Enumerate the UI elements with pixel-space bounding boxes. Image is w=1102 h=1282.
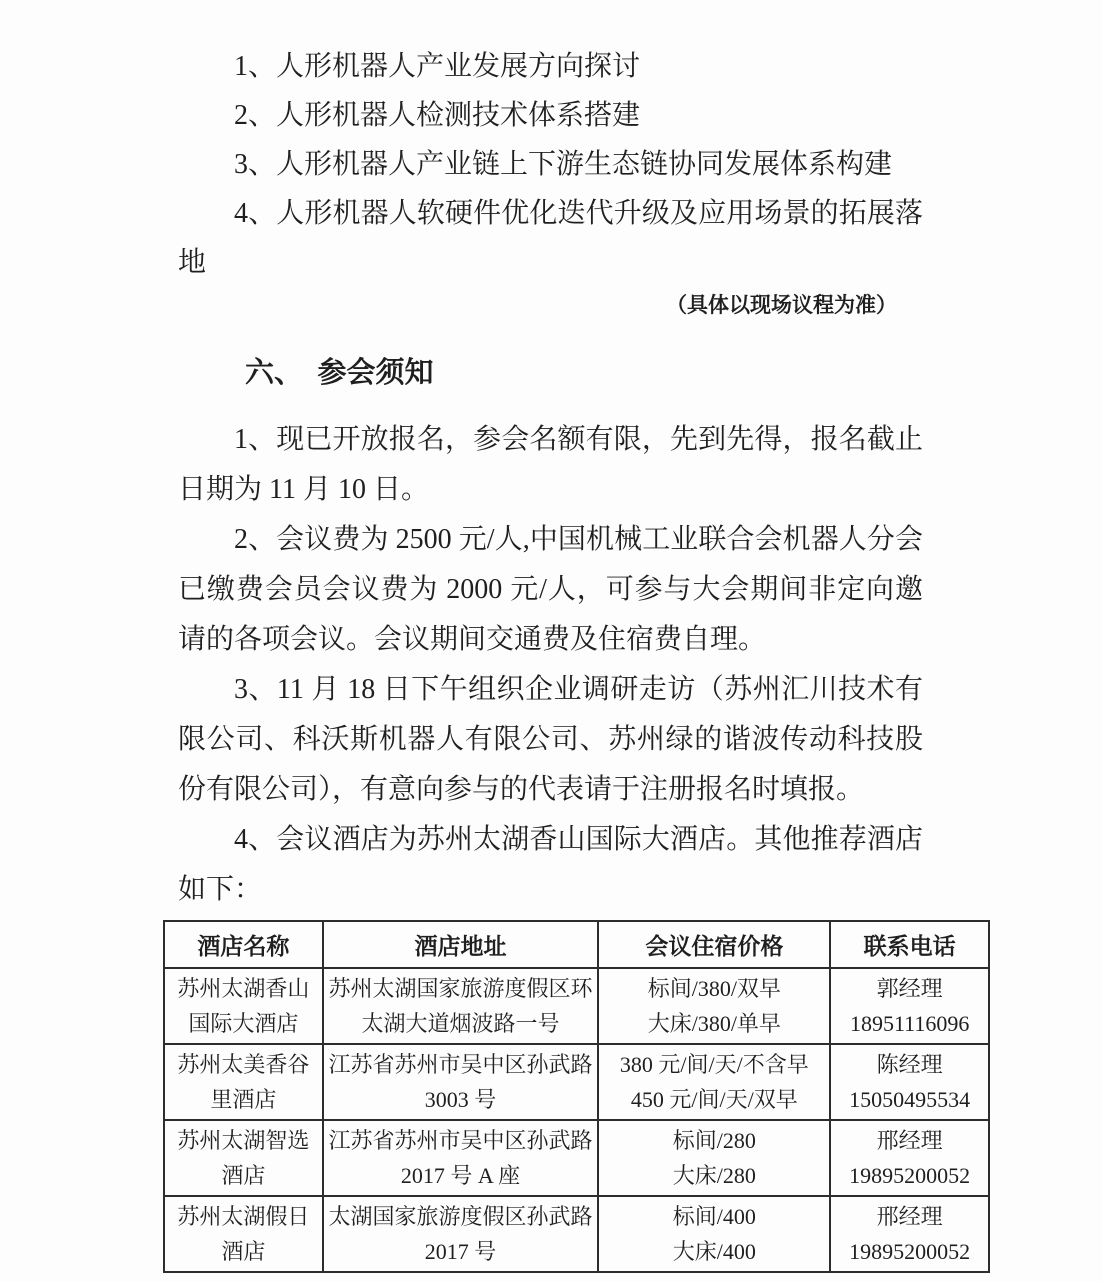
hotel-price-line: 标间/280	[672, 1128, 756, 1153]
hotel-contact-cell	[830, 1044, 989, 1120]
topic-item: 3、人形机器人产业链上下游生态链协同发展体系构建	[234, 149, 893, 180]
hotel-address-line: 太湖国家旅游度假区孙武路	[328, 1204, 593, 1229]
contact-name: 邢经理	[876, 1204, 943, 1229]
hotel-contact-cell	[830, 1120, 989, 1196]
hotel-name-cell	[164, 1196, 323, 1272]
hotel-name-line: 苏州太湖假日	[177, 1204, 310, 1229]
table-row	[164, 968, 989, 1044]
hotel-price-line: 大床/280	[672, 1163, 756, 1188]
contact-phone: 19895200052	[849, 1239, 971, 1264]
hotel-name-cell	[164, 1044, 323, 1120]
hotel-price-line: 大床/380/单早	[647, 1011, 781, 1036]
hotel-price-line: 标间/400	[672, 1204, 756, 1229]
hotel-address-line: 2017 号 A 座	[400, 1163, 521, 1188]
hotel-name-line: 酒店	[221, 1163, 266, 1188]
hotel-contact-cell	[830, 1196, 989, 1272]
hotel-address-line: 太湖大道烟波路一号	[361, 1011, 560, 1036]
contact-phone: 19895200052	[849, 1163, 971, 1188]
notice-paragraph: 1、现已开放报名，参会名额有限，先到先得，报名截止日期为 11 月 10 日。	[178, 424, 923, 505]
agenda-note: （具体以现场议程为准）	[666, 293, 897, 317]
topic-list	[178, 42, 923, 287]
table-header-row	[164, 921, 989, 968]
hotel-price-line: 标间/380/双早	[647, 976, 781, 1001]
table-row	[164, 1120, 989, 1196]
hotel-price-line: 大床/400	[672, 1239, 756, 1264]
hotel-name-cell	[164, 968, 323, 1044]
table-row	[164, 1196, 989, 1272]
notice-paragraph: 4、会议酒店为苏州太湖香山国际大酒店。其他推荐酒店如下：	[178, 824, 923, 905]
hotel-address-line: 江苏省苏州市吴中区孙武路	[328, 1052, 593, 1077]
contact-name: 郭经理	[876, 976, 943, 1001]
hotel-price-line: 450 元/间/天/双早	[630, 1087, 798, 1112]
hotel-name-line: 苏州太湖香山	[177, 976, 310, 1001]
notice-paragraph: 2、会议费为 2500 元/人,中国机械工业联合会机器人分会已缴费会员会议费为 2000 元/人，可参与大会期间非定向邀请的各项会议。会议期间交通费及住宿费自理。	[178, 524, 923, 655]
topic-item: 4、人形机器人软硬件优化迭代升级及应用场景的拓展落地	[178, 198, 923, 278]
topic-item: 2、人形机器人检测技术体系搭建	[234, 100, 641, 131]
hotel-price-cell	[598, 968, 830, 1044]
hotel-contact-cell	[830, 968, 989, 1044]
hotel-address-cell	[323, 968, 599, 1044]
hotel-address-line: 苏州太湖国家旅游度假区环	[328, 976, 593, 1001]
hotel-address-cell	[323, 1120, 599, 1196]
topic-item: 1、人形机器人产业发展方向探讨	[234, 51, 641, 82]
contact-phone: 15050495534	[849, 1087, 971, 1112]
contact-phone: 18951116096	[849, 1011, 970, 1036]
table-header-hotel-name: 酒店名称	[164, 921, 323, 968]
hotel-name-line: 酒店	[221, 1239, 266, 1264]
hotel-price-cell	[598, 1044, 830, 1120]
table-row	[164, 1044, 989, 1120]
hotel-address-line: 江苏省苏州市吴中区孙武路	[328, 1128, 593, 1153]
hotel-name-line: 国际大酒店	[188, 1011, 299, 1036]
hotel-address-cell	[323, 1196, 599, 1272]
table-header-hotel-address: 酒店地址	[323, 921, 599, 968]
hotel-table	[163, 920, 990, 1273]
hotel-address-line: 3003 号	[424, 1087, 497, 1112]
hotel-name-line: 苏州太美香谷	[177, 1052, 310, 1077]
hotel-price-cell	[598, 1196, 830, 1272]
contact-name: 陈经理	[876, 1052, 943, 1077]
hotel-price-line: 380 元/间/天/不含早	[619, 1052, 809, 1077]
hotel-name-cell	[164, 1120, 323, 1196]
hotel-name-line: 苏州太湖智选	[177, 1128, 310, 1153]
notice-list	[178, 415, 923, 915]
hotel-address-cell	[323, 1044, 599, 1120]
hotel-address-line: 2017 号	[424, 1239, 497, 1264]
section-heading: 六、 参会须知	[245, 357, 434, 389]
table-header-contact-phone: 联系电话	[830, 921, 989, 968]
hotel-price-cell	[598, 1120, 830, 1196]
contact-name: 邢经理	[876, 1128, 943, 1153]
hotel-name-line: 里酒店	[210, 1087, 277, 1112]
notice-paragraph: 3、11 月 18 日下午组织企业调研走访（苏州汇川技术有限公司、科沃斯机器人有限公司、苏州绿的谐波传动科技股份有限公司），有意向参与的代表请于注册报名时填报。	[178, 674, 923, 805]
table-header-room-price: 会议住宿价格	[598, 921, 830, 968]
